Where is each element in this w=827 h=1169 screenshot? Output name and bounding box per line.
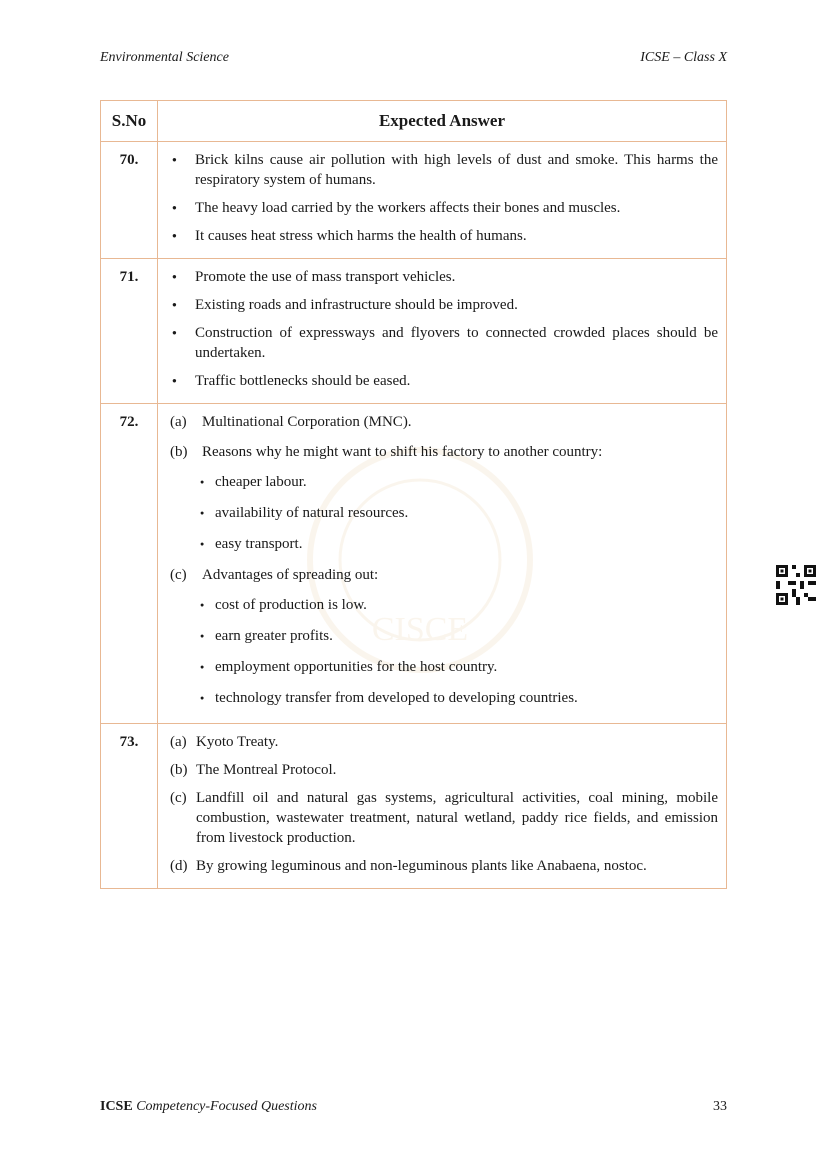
sub-label: (c) <box>170 790 187 806</box>
reasons-list <box>170 472 718 554</box>
list-item: ● cost of production is low. <box>170 595 718 615</box>
sub-label: (d) <box>170 858 188 874</box>
list-item: ● Existing roads and infrastructure should be improved. <box>170 295 718 315</box>
col-header-answer: Expected Answer <box>158 101 727 142</box>
list-item: ● technology transfer from developed to developing countries. <box>170 688 718 708</box>
list-item: ● easy transport. <box>170 534 718 554</box>
watermark-text: CISCE <box>371 611 469 648</box>
list-item: ● It causes heat stress which harms the health of humans. <box>170 226 718 246</box>
table-row <box>101 142 727 259</box>
footer-title <box>100 1099 317 1115</box>
answer-cell <box>158 404 727 724</box>
list-item: ● availability of natural resources. <box>170 503 718 523</box>
list-item: ● Brick kilns cause air pollution with high levels of dust and smoke. This harms the respiratory system of humans. <box>170 150 718 190</box>
list-item: ● Promote the use of mass transport vehicles. <box>170 267 718 287</box>
sub-answer-d <box>170 856 718 876</box>
page-number: 33 <box>713 1099 727 1114</box>
sub-label: (b) <box>170 762 188 778</box>
sub-answer-b <box>170 760 718 780</box>
question-number: 72. <box>101 404 158 724</box>
sub-label: (a) <box>170 734 187 750</box>
answer-table <box>100 100 727 889</box>
sub-answer-a <box>170 732 718 752</box>
sub-label: (a) <box>170 414 187 430</box>
list-item: ● earn greater profits. <box>170 626 718 646</box>
sub-text: Advantages of spreading out: <box>202 567 379 583</box>
answer-cell <box>158 259 727 404</box>
footer-brand: ICSE <box>100 1099 133 1114</box>
list-item: ● The heavy load carried by the workers affects their bones and muscles. <box>170 198 718 218</box>
sub-text: Reasons why he might want to shift his factory to another country: <box>202 444 603 460</box>
list-item: ● cheaper labour. <box>170 472 718 492</box>
answer-cell <box>158 142 727 259</box>
header-class: ICSE – Class X <box>640 50 727 65</box>
question-number: 73. <box>101 724 158 889</box>
list-item: ● employment opportunities for the host country. <box>170 657 718 677</box>
sub-answer-c <box>170 565 718 585</box>
sub-label: (b) <box>170 444 188 460</box>
table-row <box>101 404 727 724</box>
table-header-row <box>101 101 727 142</box>
sub-text: By growing leguminous and non-leguminous plants like Anabaena, nostoc. <box>196 858 647 874</box>
sub-answer-a <box>170 412 718 432</box>
sub-text: Multinational Corporation (MNC). <box>202 414 412 430</box>
list-item: ● Construction of expressways and flyovers to connected crowded places should be undertaken. <box>170 323 718 363</box>
list-item: ● Traffic bottlenecks should be eased. <box>170 371 718 391</box>
sub-text: The Montreal Protocol. <box>196 762 337 778</box>
bullet-list <box>170 267 718 391</box>
sub-text: Kyoto Treaty. <box>196 734 279 750</box>
sub-answer-c <box>170 788 718 848</box>
answer-cell <box>158 724 727 889</box>
question-number: 71. <box>101 259 158 404</box>
bullet-list <box>170 150 718 246</box>
sub-label: (c) <box>170 567 187 583</box>
question-number: 70. <box>101 142 158 259</box>
footer-series: Competency-Focused Questions <box>136 1099 317 1114</box>
sub-text: Landfill oil and natural gas systems, agricultural activities, coal mining, mobile combustion, wastewater treatment, natural wetland, paddy rice fields, and emission from livestock production. <box>196 790 718 846</box>
col-header-sno: S.No <box>101 101 158 142</box>
qr-code-icon[interactable] <box>776 565 816 605</box>
advantages-list <box>170 595 718 708</box>
header-subject: Environmental Science <box>100 50 229 65</box>
sub-answer-b <box>170 442 718 462</box>
table-row <box>101 724 727 889</box>
table-row <box>101 259 727 404</box>
